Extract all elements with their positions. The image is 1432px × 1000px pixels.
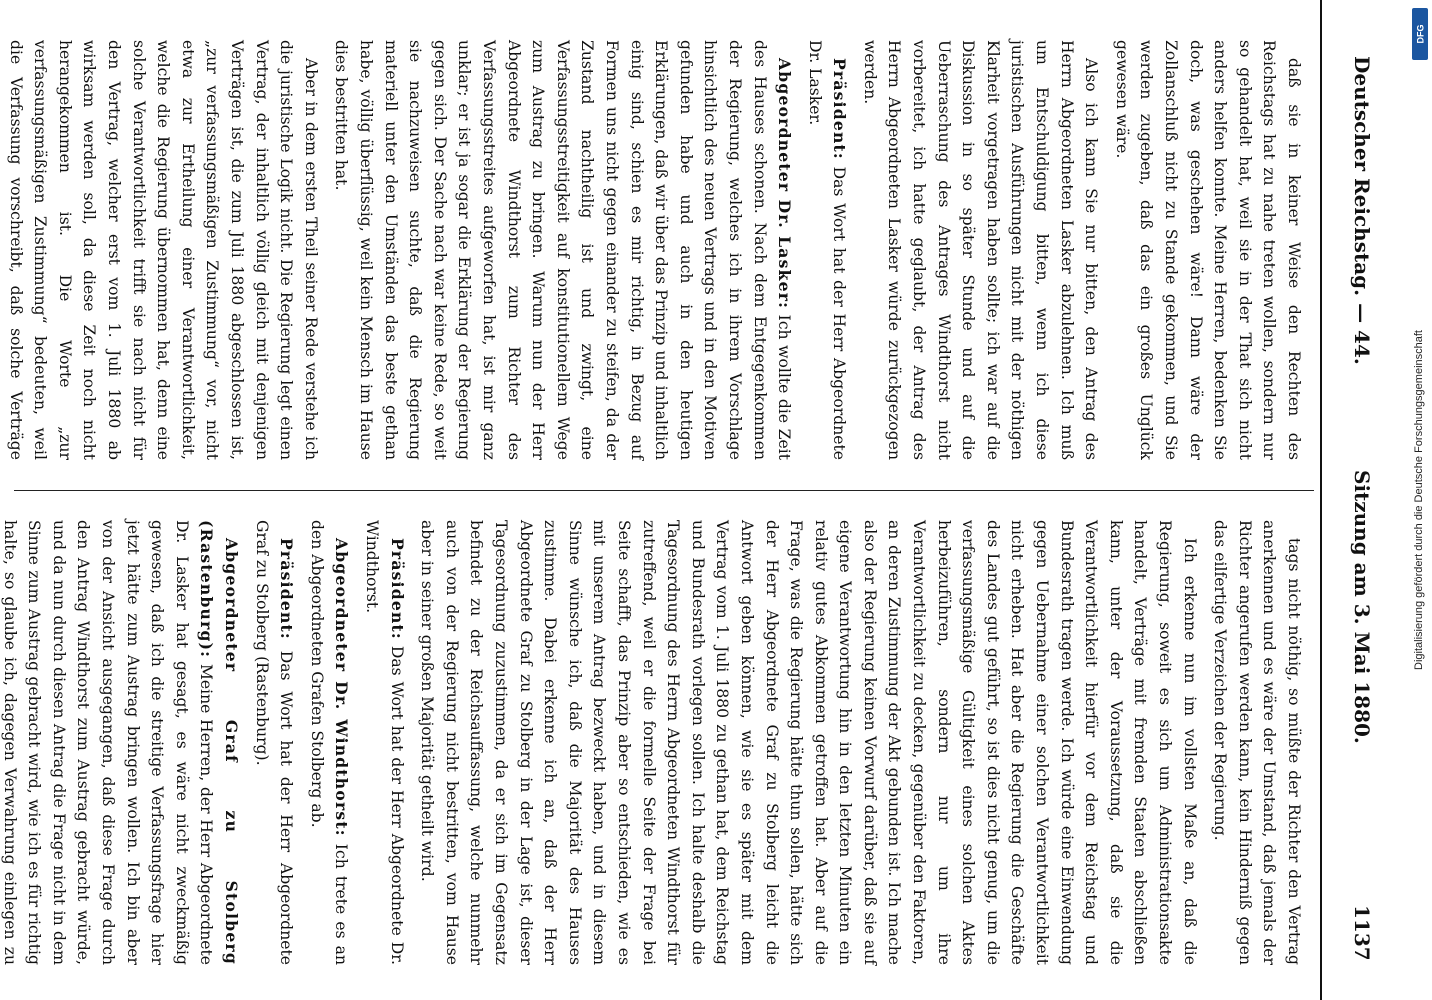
paragraph	[415, 520, 1202, 965]
digitization-credit	[1410, 8, 1428, 992]
left-text-column	[6, 40, 1306, 460]
paragraph	[802, 40, 851, 460]
column-divider	[14, 490, 1314, 491]
running-head	[1320, 0, 1400, 1000]
paragraph-text: Das Wort hat der Herr Abgeordnete Graf zu Stolberg (Rastenburg).	[252, 520, 296, 965]
paragraph-text: Meine Herren, der Herr Abgeordnete Dr. Lasker hat gesagt, es wäre nicht zweckmäßig gewesen, daß ich die streitige Verfassungsfrage hier jetzt hätte zum Austrag bringen wollen. Ich bin aber von der Ansicht ausgegangen, daß diese Frage durch den Antrag Windthorst zum Austrag gebracht würde, und da nun durch diesen Antrag die Frage nicht in dem Sinne zum Austrag gebracht wird, wie ich es für richtig halte, so glaube ich, dagegen Verwahrung einlegen zu	[0, 520, 216, 965]
speaker-label: Abgeordneter Dr. Lasker:	[775, 58, 795, 310]
paragraph-text: Also ich kann Sie nur bitten, den Antrag des Herrn Abgeordneten Lasker abzulehnen. Ich muß um Entschuldigung bitten, wenn ich diese juristischen Ausführungen nicht mit der nöthigen Klarheit vorgetragen haben sollte; ich war auf die Diskussion in so später Stunde und auf die Ueberraschung des Antrages Windthorst nicht vorbereitet, ich hatte geglaubt, der Antrag des Herrn Abgeordneten Lasker würde zurückgezogen werden.	[860, 40, 1101, 460]
paragraph-text: Aber in dem ersten Theil seiner Rede verstehe ich die juristische Logik nicht. Die Regierung legt einen Vertrag, der inhaltlich völlig gleich mit denjenigen Verträgen ist, die zum Juli 1880 abgeschlossen ist, „zur verfassungsmäßigen Zustimmung“ vor, nicht etwa zur Ertheilung einer Verantwortlichkeit, welche die Regierung übernommen hat, denn eine solche Verantwortlichkeit trifft sie nach nicht für den Vertrag, welcher erst vom 1. Juli 1880 ab wirksam werden soll, da diese Zeit noch nicht herangekommen ist. Die Worte „zur verfassungsmäßigen Zustimmung“ bedeuten, weil die Verfassung vorschreibt, daß solche Verträge	[6, 40, 320, 460]
paragraph	[1109, 40, 1306, 460]
running-head-session: Sitzung am 3. Mai 1880.	[1350, 470, 1374, 744]
paragraph-text: Ich wollte die Zeit des Hauses schonen. Nach dem Entgegenkommen der Regierung, welches ich in ihrem Vorschlage hinsichtlich des neuen Vertrags und in den Motiven gefunden habe und auch in den heutigen Erklärungen, daß wir über das Prinzip und inhaltlich einig sind, schien es mir richtig, in Bezug auf Formen uns nicht gegen einander zu steifen, da der Zustand nachtheilig ist und zwingt, eine Verfassungsstreitigkeit auf konstitutionellem Wege zum Austrag zu bringen. Warum nun der Herr Abgeordnete Windthorst zum Richter des Verfassungsstreites aufgeworfen hat, ist mir ganz unklar; er ist ja sogar die Erklärung der Regierung gegen sich. Der Sache nach war keine Rede, so weit sie nachzuweisen suchte, daß die Regierung materiell unter den Umständen das beste gethan habe, völlig überflüssig, weil kein Mensch im Hause dies bestritten hat.	[332, 40, 794, 460]
paragraph	[857, 40, 1103, 460]
speaker-label: Präsident:	[830, 58, 850, 160]
running-head-publication: Deutscher Reichstag. — 44.	[1350, 56, 1374, 365]
paragraph	[304, 520, 353, 965]
right-text-column	[0, 520, 1306, 966]
paragraph-text: Das Wort hat der Herr Abgeordnete Dr. Lasker.	[805, 40, 849, 460]
speaker-label: Präsident:	[387, 538, 407, 640]
paragraph-text: tags nicht nöthig, so müßte der Richter den Vertrag anerkennen und es wäre der Umstand, daß jemals der Richter angerufen werden kann, kein Hinderniß gegen das eilfertige Verzeichen der Regierung.	[1211, 520, 1303, 965]
digitization-credit-text: Digitalisierung gefördert durch die Deutsche Forschungsgemeinschaft	[1413, 330, 1425, 670]
speaker-label: Präsident:	[277, 538, 297, 640]
dfg-logo-text: DFG	[1415, 24, 1425, 44]
speaker-label: Abgeordneter Graf zu Stolberg (Rastenburg):	[197, 520, 242, 965]
paragraph	[0, 40, 323, 460]
paragraph	[249, 520, 298, 965]
paragraph	[1208, 520, 1306, 965]
page-number: 1137	[1350, 905, 1374, 961]
paragraph-text: Das Wort hat der Herr Abgeordnete Dr. Windthorst.	[363, 520, 406, 965]
paragraph-text: Ich trete es an den Abgeordneten Grafen Stolberg ab.	[307, 520, 351, 966]
paragraph	[359, 520, 408, 965]
dfg-logo	[1412, 8, 1428, 60]
paragraph-text: daß sie in keiner Weise den Rechten des Reichstags hat zu nahe treten wollen, sondern nur so gehandelt hat, weil sie in der That sich nicht anders helfen konnte. Meine Herren, bedenken Sie doch, was geschehen wäre! Dann wäre der Zollanschluß nicht zu Stande gekommen, und Sie werden zugeben, daß das ein großes Unglück gewesen wäre.	[1112, 40, 1303, 460]
speaker-label: Abgeordneter Dr. Windthorst:	[332, 538, 352, 837]
paragraph-text: Ich erkenne nun im vollsten Maße an, daß die Regierung, soweit es sich um Administrationsakte handelt, Verträge mit fremden Staaten abschließen kann, unter der Voraussetzung, daß sie die Verantwortlichkeit hierfür vor dem Reichstag und Bundesrath tragen werde. Ich würde eine Einwendung gegen Uebernahme einer solchen Verantwortlichkeit nicht erheben. Hat aber die Regierung die Geschäfte des Landes gut geführt, so ist dies nicht genug, um die verfassungsmäßige Gültigkeit eines solchen Aktes herbeizuführen, sondern nur um ihre Verantwortlichkeit zu decken, gegenüber den Faktoren, an deren Zustimmung der Akt gebunden ist. Ich mache also der Regierung keinen Vorwurf darüber, daß sie auf eigene Verantwortung hin in den letzten Minuten ein relativ gutes Abkommen getroffen hat. Aber auf die Frage, was die Regierung hätte thun sollen, hätte sich der Herr Abgeordnete Graf zu Stolberg leicht die Antwort geben können, wie sie es später mit dem Vertrag vom 1. Juli 1880 zu gethan hat, dem Reichstag und Bundesrath vorlegen sollen. Ich halte deshalb die Tagesordnung des Herrn Abgeordneten Windthorst für zutreffend, weil er die formelle Seite der Frage bei Seite schafft, das Prinzip aber so entschieden, wie es mit unserem Antrag bezweckt haben, und in diesem Sinne wünsche ich, daß die Majorität des Hauses zustimme. Dabei erkenne ich an, daß der Herr Abgeordnete Graf zu Stolberg in der Lage ist, dieser Tagesordnung zuzustimmen, da er sich im Gegensatz befindet zu der Reichsauffassung, welche nunmehr auch von der Regierung nicht bestritten, vom Hause aber in seiner großen Majorität getheilt wird.	[418, 520, 1199, 965]
paragraph	[0, 520, 243, 965]
paragraph	[329, 40, 796, 460]
